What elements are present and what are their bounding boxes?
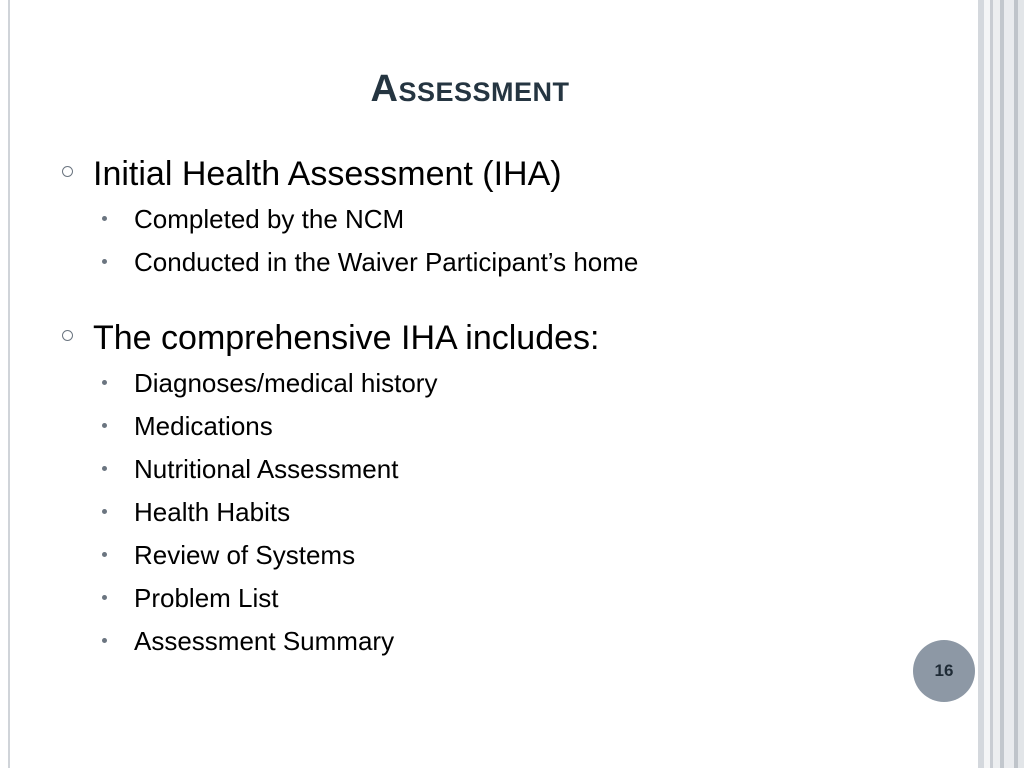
list-item: [60, 448, 960, 491]
list-item-text: Medications: [134, 411, 273, 441]
list-item-text: Problem List: [134, 583, 279, 613]
list-item: [60, 534, 960, 577]
list-item: [60, 405, 960, 448]
list-item-text: Review of Systems: [134, 540, 356, 570]
filled-dot-bullet-icon: [102, 380, 107, 385]
list-item-text: Health Habits: [134, 497, 291, 527]
hollow-circle-bullet-icon: [62, 330, 73, 341]
hollow-circle-bullet-icon: [62, 166, 73, 177]
filled-dot-bullet-icon: [102, 509, 107, 514]
list-item: [60, 362, 960, 405]
slide-content: [60, 150, 960, 663]
page-number-badge: [913, 640, 975, 702]
section-heading-text: Initial Health Assessment (IHA): [93, 155, 562, 193]
list-item-text: Assessment Summary: [134, 626, 395, 656]
right-decor-stripe: [1018, 0, 1024, 768]
left-border-line: [8, 0, 10, 768]
filled-dot-bullet-icon: [102, 423, 107, 428]
list-item-text: Conducted in the Waiver Participant’s home: [134, 247, 639, 277]
list-item: [60, 241, 960, 284]
filled-dot-bullet-icon: [102, 216, 107, 221]
list-item: [60, 577, 960, 620]
filled-dot-bullet-icon: [102, 595, 107, 600]
list-item-text: Completed by the NCM: [134, 204, 405, 234]
filled-dot-bullet-icon: [102, 466, 107, 471]
list-item-text: Diagnoses/medical history: [134, 368, 438, 398]
right-decor-stripe: [993, 0, 1000, 768]
list-item: [60, 491, 960, 534]
page-number: 16: [934, 661, 954, 680]
section-heading: [60, 150, 960, 198]
list-item: [60, 198, 960, 241]
list-item: [60, 620, 960, 663]
filled-dot-bullet-icon: [102, 638, 107, 643]
list-item-text: Nutritional Assessment: [134, 454, 399, 484]
section-heading-text: The comprehensive IHA includes:: [93, 319, 600, 357]
right-decor-stripe: [1004, 0, 1014, 768]
filled-dot-bullet-icon: [102, 259, 107, 264]
section-spacer: [60, 284, 960, 314]
section-heading: [60, 314, 960, 362]
filled-dot-bullet-icon: [102, 552, 107, 557]
slide-title: Assessment: [370, 68, 570, 110]
